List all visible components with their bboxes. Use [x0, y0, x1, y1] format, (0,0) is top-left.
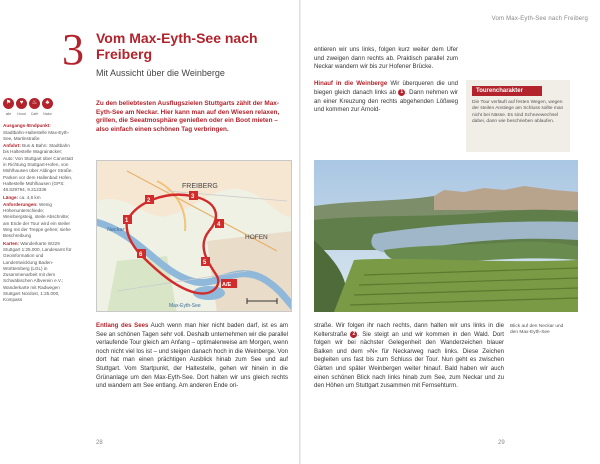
chapter-title: Vom Max-Eyth-See nach Freiberg [96, 30, 258, 62]
map-start-marker: A/E [222, 282, 232, 288]
route-map-svg [97, 161, 292, 312]
right-body-text: straße. Wir folgen ihr nach rechts, dann halten wir uns links in die Kelterstraße 2 . Sie steigt an und wir kommen in den Wald. Dort folgen wir bei nächster Gelegenheit den Wanderzeichen blauer Balken und dem »N« für Neckarweg nach links. Diese Zeichen begleiten uns fast bis zum Schluss der Tour. Nun geht es zwischen Gärten und später Weinbergen weiter hinauf. Bald haben wir auch einen schönen Blick nach links hinab zum See, zum Neckar und zu den Höhen um Stuttgart zusammen mit Fernsehturm. [314, 322, 504, 390]
icon-label: Natur [43, 112, 52, 116]
sidebar-maps: Karten: Wanderkarte W229 Stuttgart 1:25.000, Landesamt für Geoinformation und Landentwicklung Baden-Württemberg (LGL) in Zusammenarbeit mit dem Schwäbischen Albverein e.V.; Wanderkarte mit Radwegen Stuttgart Nordost, 1:25.000, Kompass [3, 240, 72, 303]
feature-icons [3, 98, 73, 109]
sidebar-requirements: Anforderungen: Wenig Höhenunterschiede; Weinbergsteig, steile Abschnitte; am Ende der Tour wird ein steiler Weg mit der Treppe gehen; siehe Beschreibung [3, 201, 71, 239]
chapter-subtitle: Mit Aussicht über die Weinberge [96, 68, 225, 78]
right-page [300, 0, 600, 464]
step-marker: 2 [350, 331, 357, 338]
photo-caption: Blick auf den Neckar und den Max-Eyth-See [510, 324, 564, 336]
family-icon: ⚑ [3, 98, 14, 109]
icon-label: Café [30, 112, 39, 116]
running-head: Vom Max-Eyth-See nach Freiberg [491, 16, 588, 22]
section-lead: Hinauf in die Weinberge [314, 80, 388, 88]
intro-paragraph: Zu den beliebtesten Ausflugszielen Stuttgarts zählt der Max-Eyth-See am Neckar. Hier kann man auf den Wiesen relaxen, grillen, die Seeatmosphäre genießen oder ein Boot mieten – also einfach einen schönen Tag verbringen. [96, 100, 280, 133]
route-map [96, 160, 292, 312]
map-marker: 4 [217, 222, 221, 228]
icon-label: alle [5, 112, 12, 116]
vineyard-photo-svg [314, 160, 578, 312]
dog-icon: ♥ [16, 98, 27, 109]
chapter-number: 3 [62, 25, 84, 74]
vineyard-photo [314, 160, 578, 312]
feature-icon-labels [3, 111, 73, 117]
map-label-hofen: HOFEN [245, 234, 268, 241]
map-label-lake: Max-Eyth-See [169, 303, 201, 309]
tour-info-sidebar [3, 98, 73, 305]
icon-label: Hund [17, 112, 26, 116]
info-box-text: Die Tour verläuft auf festen Wegen, wegen der steilen Anstiege am Schluss sollte man nicht bei Nässe. Es sind Schneewechsel dabei, dann wie beschrieben ablaufen. [472, 100, 564, 125]
info-box-title: Tourencharakter [472, 86, 542, 96]
right-top-text: entieren wir uns links, folgen kurz weiter dem Ufer und zweigen dann rechts ab. Praktisch parallel zum Neckar wandern wir bis zur Hofener Brücke. Hinauf in die Weinberge Wir überqueren die und biegen gleich danach links ab 1 . Dann nehmen wir an einer Kreuzung den rechts abgehenden Lößweg und kommen zur Arnold- [314, 46, 458, 114]
sidebar-length: Länge: ca. 4,6 km [3, 194, 41, 200]
cafe-icon: ♨ [29, 98, 40, 109]
map-label-freiberg: FREIBERG [182, 183, 218, 190]
page-number-right: 29 [498, 440, 505, 446]
map-marker: 5 [203, 260, 207, 266]
page-number-left: 28 [96, 440, 103, 446]
left-body-text: Entlang des Sees Auch wenn man hier nicht baden darf, ist es am See an schönen Tagen sehr voll. Deshalb unternehmen wir die parallel verlaufende Tour gleich am Anfang – optimalerweise am Morgen, wenn noch nicht viel los ist – und steigen danach hoch in die Weinberge. Von dort hat man einen prächtigen Ausblick hinab zum See und auf Stuttgart. Vom Startpunkt, der Haltestelle, gehen wir hinein in die Grünanlage um den Max-Eyth-See. Dort halten wir uns gleich rechts und wandern am See entlang. Am anderen Ende ori- [96, 322, 288, 390]
map-marker: 6 [139, 252, 143, 258]
map-label-neckar: Neckar [107, 227, 125, 233]
sidebar-start-point: Ausgangs-/Endpunkt: Stadtbahn-Haltestelle Max-Eyth-See, Martinstraße [3, 123, 70, 141]
map-marker: 3 [191, 194, 195, 200]
tour-character-box [466, 80, 570, 152]
step-marker: 1 [398, 89, 405, 96]
section-lead: Entlang des Sees [96, 322, 149, 329]
sidebar-directions: Anfahrt: Bus & Bahn: Stadtbahn bis Haltestelle Wagrainäcker; Auto: Von Stuttgart über Cannstatt in Richtung Stuttgart-Hofen, von Mühlhausen über Aldinger Straße. Parken vor dem Hallenbad Hofen, Haltestelle Mühlhausen (GPS: 48.829794, 9.212336 [3, 143, 73, 193]
map-marker: 2 [147, 198, 151, 204]
map-marker: 1 [125, 218, 129, 224]
nature-icon: ♣ [42, 98, 53, 109]
